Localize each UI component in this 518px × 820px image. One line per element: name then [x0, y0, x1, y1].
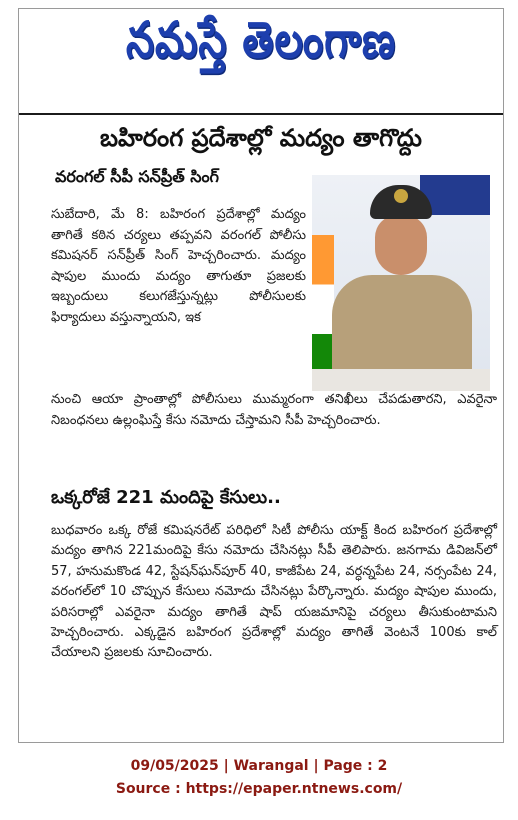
article-headline: బహిరంగ ప్రదేశాల్లో మద్యం తాగొద్దు [100, 124, 422, 152]
masthead-title: నమస్తే తెలంగాణ [125, 12, 397, 70]
flag-graphic [312, 235, 334, 385]
newspaper-masthead [19, 13, 503, 81]
edition-info: 09/05/2025 | Warangal | Page : 2 [130, 758, 388, 774]
article-paragraph-1: సుబేదారి, మే 8: బహిరంగ ప్రదేశాల్లో మద్యం తాగితే కఠిన చర్యలు తప్పవని వరంగల్ పోలీసు కమిషనర్ సన్‌ప్రీత్ సింగ్ హెచ్చరించారు. మద్యం షాపుల ముందు మద్యం తాగుతూ ప్రజలకు ఇబ్బందులు కలుగజేస్తున్నట్లు పోలీసులకు ఫిర్యాదులు వస్తున్నాయని, ఇక [51, 207, 306, 325]
article-byline: వరంగల్ సీపీ సన్‌ప్రీత్ సింగ్ [55, 167, 219, 186]
newspaper-clipping [18, 8, 504, 743]
masthead-divider [19, 113, 503, 115]
article-paragraph-2: బుధవారం ఒక్క రోజే కమిషనరేట్ పరిధిలో సిటీ పోలీసు యాక్ట్ కింద బహిరంగ ప్రదేశాల్లో మద్యం తాగిన 221మందిపై కేసు నమోదు చేసినట్లు సీపీ తెలిపారు. జనగామ డివిజన్‌లో 57, హనుమకొండ 42, స్టేషన్‌ఘన్‌పూర్ 40, కాజీపేట 24, వర్ధన్నపేట 24, నర్సంపేట 24, వరంగల్‌లో 10 చొప్పున కేసులు నమోదు చేసినట్లు పేర్కొన్నారు. మద్యం షాపుల ముందు, పరిసరాల్లో ఎవరైనా మద్యం తాగితే షాప్ యజమానిపై చర్యలు తీసుకుంటామని హెచ్చరించారు. ఎక్కడైన బహిరంగ ప్రదేశాల్లో మద్యం తాగితే వెంటనే 100కు కాల్ చేయాలని ప్రజలకు సూచించారు. [51, 523, 497, 661]
face-graphic [375, 215, 427, 275]
source-link[interactable]: Source : https://epaper.ntnews.com/ [115, 781, 403, 797]
desk-graphic [312, 369, 490, 391]
article-paragraph-1-continued: నుంచి ఆయా ప్రాంతాల్లో పోలీసులు ముమ్మరంగా తనిఖీలు చేపడుతారని, ఎవరైనా నిబంధనలు ఉల్లంఘిస్తే కేసు నమోదు చేస్తామని సీపీ హెచ్చరించారు. [51, 392, 497, 428]
commissioner-photo [312, 175, 490, 391]
article-subheading: ఒక్కరోజే 221 మందిపై కేసులు.. [51, 487, 281, 508]
